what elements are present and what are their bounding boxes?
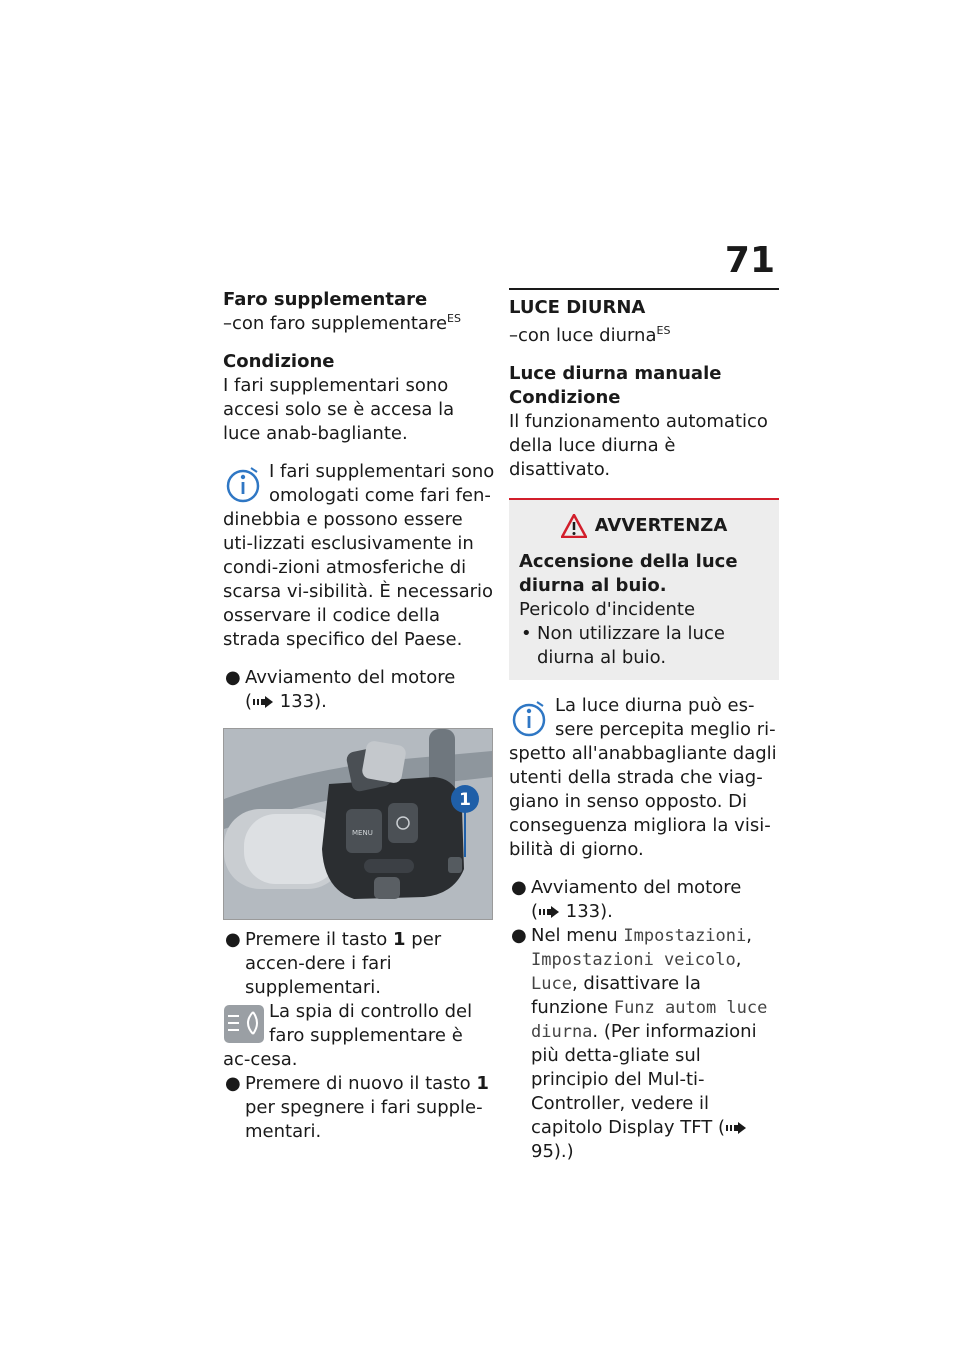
page-ref-arrow-icon — [725, 1122, 747, 1134]
info-text: I fari supplementari sono omologati come fari fen-dinebbia e possono essere uti-lizzati esclusivamente in condi-zioni atmosferiche di scarsa vi-sibilità. È necessario osservare il codice della strada specifico del Paese. — [223, 461, 495, 650]
condition-text: Il funzionamento automatico della luce diurna è disattivato. — [509, 411, 768, 480]
page-ref-arrow-icon — [252, 696, 274, 708]
handlebar-illustration — [224, 729, 492, 919]
handlebar-switch-figure — [223, 728, 493, 920]
callout-number: 1 — [459, 790, 471, 810]
bullet-premere-nuovo — [223, 1072, 495, 1144]
variant-sup: ES — [447, 312, 461, 325]
variant-line — [509, 324, 779, 348]
right-column — [509, 288, 779, 1164]
bullet-dot: ● — [225, 667, 241, 688]
sub-heading: Luce diurna manuale — [509, 363, 722, 384]
page-number: 71 — [724, 240, 775, 281]
bullet-text: Premere di nuovo il tasto — [245, 1073, 471, 1094]
info-icon — [509, 696, 551, 740]
bullet-dot: • — [521, 623, 532, 644]
bullet-dot: ● — [225, 1073, 241, 1094]
spia-note — [223, 1000, 495, 1072]
bullet-text-post: (Per informazioni più detta-gliate sul principio del Mul-ti-Controller, vedere il capitolo Display TFT — [531, 1021, 757, 1138]
bullet-avviamento: ● Avviamento del motore ( 133). — [225, 667, 456, 712]
bullet-premere — [223, 928, 495, 1000]
warning-item-text: Non utilizzare la luce diurna al buio. — [537, 623, 725, 668]
bullet-menu: ● Nel menu Impostazioni, Impostazioni veicolo, Luce, disattivare la funzione Funz autom luce diurna. (Per informazioni più detta-gliate sul principio del Mul-ti-Controller, vedere il capitolo Display TFT ( 95).) — [511, 925, 768, 1162]
bullet-text-mid: , disattivare la funzione — [531, 973, 701, 1018]
warning-header — [519, 514, 769, 538]
warning-item — [519, 622, 769, 670]
bullet-avviamento: ● Avviamento del motore ( 133). — [511, 877, 742, 922]
menu-function-name: Funz autom luce diurna — [531, 998, 768, 1042]
warning-title: AVVERTENZA — [594, 515, 728, 536]
menu-path-impostazioni-veicolo: Impostazioni veicolo — [531, 950, 736, 970]
variant-text: –con luce diurna — [509, 325, 657, 346]
page-ref-arrow-icon — [538, 906, 560, 918]
warning-risk: Pericolo d'incidente — [519, 599, 696, 620]
condition-heading: Condizione — [509, 387, 621, 408]
page-ref: 95).) — [531, 1141, 574, 1162]
info-icon — [223, 462, 265, 506]
key-number: 1 — [476, 1073, 489, 1094]
bullet-text-rest: per accen-dere i fari supplementari. — [245, 929, 442, 998]
warning-box — [509, 498, 779, 680]
condition-text: I fari supplementari sono accesi solo se è accesa la luce anab-bagliante. — [223, 375, 455, 444]
bullet-dot: ● — [511, 925, 527, 946]
menu-label: MENU — [352, 829, 373, 837]
page-ref: 133). — [279, 691, 327, 712]
bullet-dot: ● — [225, 929, 241, 950]
section-heading-luce-diurna: LUCE DIURNA — [509, 297, 646, 318]
bullet-text-rest: per spegnere i fari supple-mentari. — [245, 1097, 483, 1142]
variant-text: –con faro supplementare — [223, 313, 448, 334]
page-ref: 133). — [565, 901, 613, 922]
bullet-text: Avviamento del motore — [245, 667, 456, 688]
bullet-text: Premere il tasto — [245, 929, 388, 950]
bullet-dot: ● — [511, 877, 527, 898]
info-text: La luce diurna può es-sere percepita meglio ri-spetto all'anabbagliante dagli utenti della strada che viag-giano in senso opposto. Di conseguenza migliora la visi-bilità di giorno. — [509, 695, 777, 860]
left-column — [223, 288, 495, 1144]
variant-sup: ES — [656, 324, 671, 337]
fog-light-indicator-icon — [223, 1004, 265, 1044]
bullet-text: Nel menu — [531, 925, 618, 946]
warning-triangle-icon — [561, 514, 587, 538]
bullet-text: Avviamento del motore — [531, 877, 742, 898]
variant-line — [223, 312, 495, 336]
warning-headline: Accensione della luce diurna al buio. — [519, 551, 738, 596]
menu-path-impostazioni: Impostazioni — [623, 926, 747, 946]
info-note — [509, 694, 779, 862]
section-heading-faro: Faro supplementare — [223, 289, 428, 310]
menu-path-luce: Luce — [531, 974, 572, 994]
spia-text: La spia di controllo del faro supplementare è ac-cesa. — [223, 1001, 473, 1070]
section-rule — [509, 288, 779, 320]
key-number: 1 — [393, 929, 406, 950]
info-note — [223, 460, 495, 652]
condition-heading: Condizione — [223, 351, 335, 372]
